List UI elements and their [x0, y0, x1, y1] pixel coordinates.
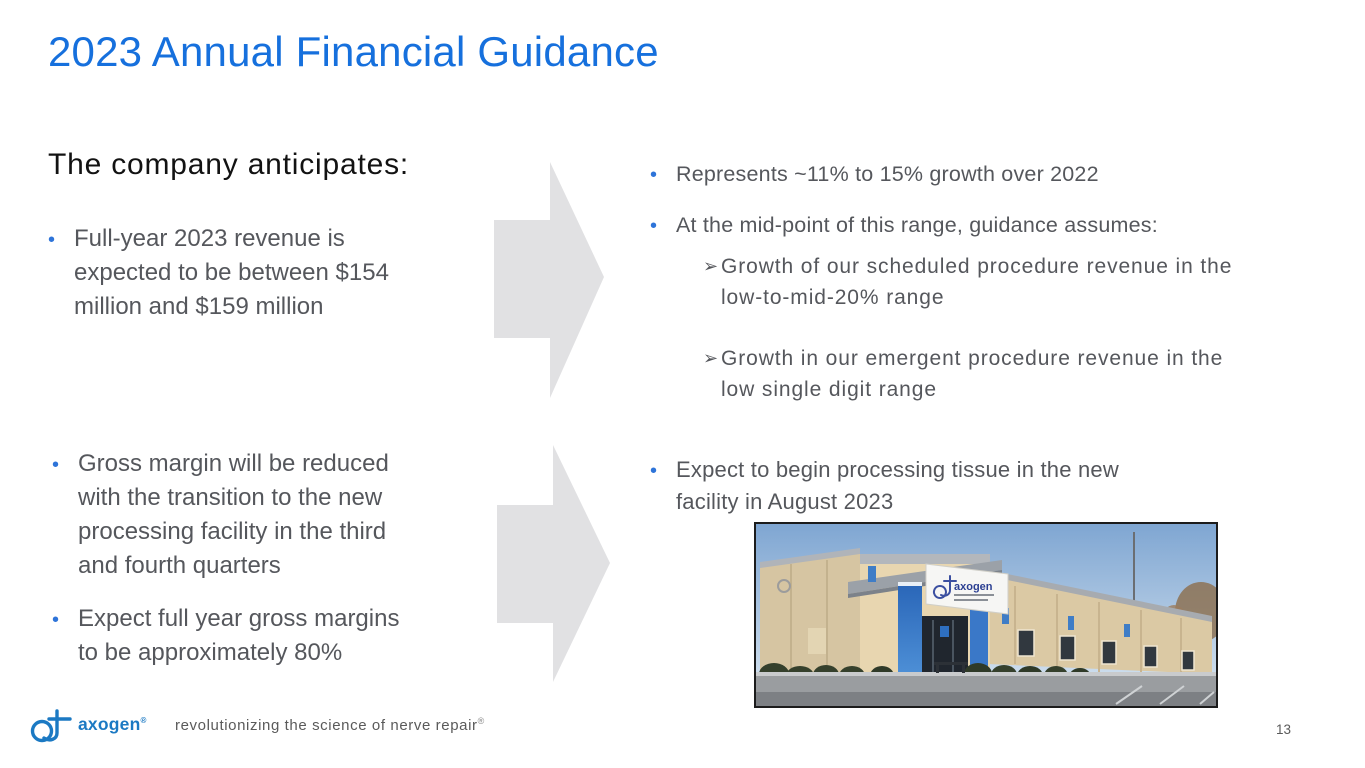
registered-mark: ®: [140, 716, 147, 726]
bullet-text: Full-year 2023 revenue is expected to be between $154 million and $159 million: [74, 225, 389, 320]
left-bullet-full-year-margin: [52, 602, 492, 670]
right-bullet-growth: [650, 159, 1290, 190]
bullet-icon: •: [48, 229, 56, 251]
right-arrow-bottom: [497, 443, 612, 685]
right-bullet-midpoint: [650, 210, 1310, 241]
facility-photo: [754, 522, 1218, 708]
bullet-text: Expect to begin processing tissue in the new facility in August 2023: [676, 457, 1119, 514]
left-bullet-gross-margin: [52, 447, 492, 583]
bullet-text: At the mid-point of this range, guidance assumes:: [676, 213, 1158, 237]
sub-bullet-scheduled: [703, 251, 1343, 313]
arrowhead-bullet-icon: ➢: [703, 348, 719, 368]
bullet-icon: •: [52, 609, 60, 631]
arrowhead-bullet-icon: ➢: [703, 256, 719, 276]
left-bullet-revenue: [48, 222, 488, 324]
bullet-icon: •: [650, 460, 658, 482]
axogen-wordmark: axogen®: [78, 714, 147, 734]
slide-title: 2023 Annual Financial Guidance: [48, 28, 659, 75]
bullet-text: Gross margin will be reduced with the transition to the new processing facility in the third and fourth quarters: [78, 450, 389, 579]
registered-mark: ®: [477, 716, 485, 726]
photo-sign-brand-text: axogen: [954, 581, 993, 593]
bullet-text: Expect full year gross margins to be approximately 80%: [78, 605, 400, 666]
bullet-icon: •: [52, 454, 60, 476]
right-arrow-top: [494, 159, 606, 401]
facility-photo-illustration: [756, 524, 1216, 706]
axogen-logo-icon: [28, 704, 74, 750]
right-bullet-facility: [650, 454, 1270, 518]
left-heading: The company anticipates:: [48, 148, 410, 181]
bullet-text: Represents ~11% to 15% growth over 2022: [676, 162, 1099, 186]
bullet-icon: •: [650, 164, 658, 186]
footer-tagline: revolutionizing the science of nerve repair®: [175, 716, 485, 734]
sub-bullet-text: Growth in our emergent procedure revenue in the low single digit range: [720, 347, 1224, 401]
bullet-icon: •: [650, 215, 658, 237]
page-number: 13: [1276, 722, 1292, 737]
sub-bullet-text: Growth of our scheduled procedure revenue in the low-to-mid-20% range: [720, 255, 1233, 309]
sub-bullet-emergent: [703, 343, 1343, 405]
